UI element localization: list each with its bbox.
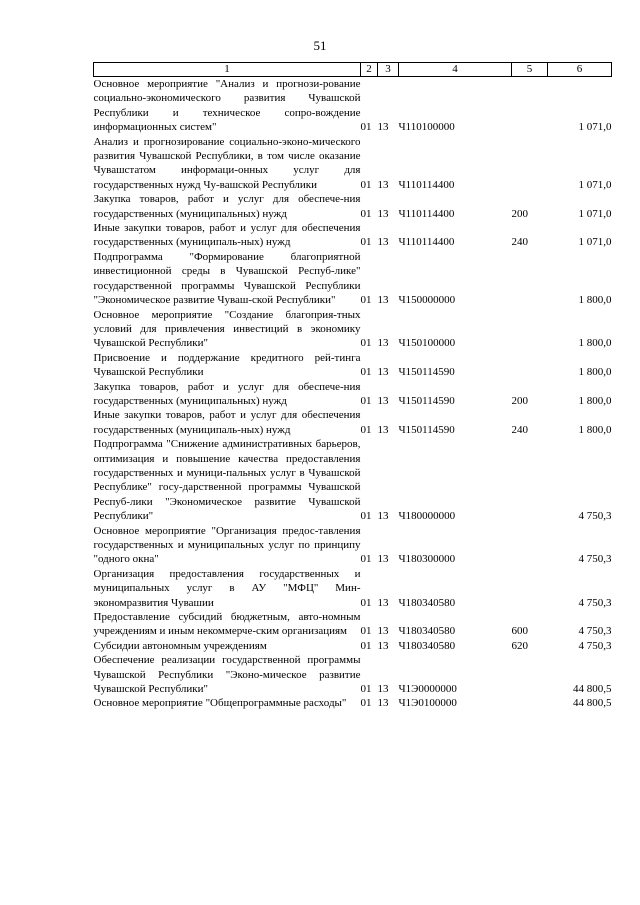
row-expense-type: 200 — [511, 207, 528, 220]
row-name: Подпрограмма "Формирование благоприятной инвестиционной среды в Чувашской Респуб-лике" государственной программы Чувашской Республики "Экономическое развитие Чуваш-ской Республики" — [93, 250, 361, 307]
table-body — [94, 77, 612, 711]
header-col-target-article: 4 — [399, 63, 512, 77]
row-name: Основное мероприятие "Организация предос-тавления государственных и муниципальных услуг по принципу "одного окна" — [93, 524, 361, 566]
header-col-amount: 6 — [548, 63, 612, 77]
row-amount: 4 750,3 — [578, 553, 612, 566]
table-row — [94, 524, 612, 567]
row-target-article: Ч180340580 — [398, 639, 456, 652]
row-expense-type — [512, 135, 548, 193]
row-amount: 4 750,3 — [578, 625, 612, 638]
row-target-article: Ч110114400 — [398, 207, 455, 220]
row-expense-type — [512, 653, 548, 696]
row-subsection: 13 — [377, 596, 389, 609]
row-amount: 1 071,0 — [578, 236, 612, 249]
row-target-article: Ч180340580 — [398, 596, 456, 609]
row-subsection: 13 — [377, 178, 389, 191]
row-expense-type — [512, 567, 548, 610]
row-target-article: Ч150114590 — [398, 423, 455, 436]
row-name: Основное мероприятие "Создание благоприя-тных условий для привлечения инвестиций в экономику Чувашской Республики" — [93, 308, 361, 350]
row-section: 01 — [360, 697, 372, 710]
row-expense-type: 200 — [511, 394, 528, 407]
row-name: Иные закупки товаров, работ и услуг для обеспечения государственных (муниципаль-ных) нужд — [93, 222, 361, 249]
row-name: Подпрограмма "Снижение административных барьеров, оптимизация и повышение качества предоставления государственных и муници-пальных услуг в Чувашской Республике" госу-дарственной программы Чувашской Респуб-лики "Экономическое развитие Чувашской Республики" — [93, 438, 361, 523]
row-amount: 1 071,0 — [578, 178, 612, 191]
table-row — [94, 610, 612, 639]
row-amount: 1 800,0 — [578, 423, 612, 436]
row-name: Анализ и прогнозирование социально-эконо-мического развития Чувашской Республики, в том числе оказание Чувашстатом информаци-онных услуг для государственных нужд Чу-вашской Республики — [93, 135, 361, 191]
row-target-article: Ч1Э0100000 — [398, 697, 457, 710]
row-section: 01 — [360, 625, 372, 638]
row-expense-type: 240 — [511, 423, 528, 436]
header-col-expense-type: 5 — [512, 63, 548, 77]
table-row — [94, 351, 612, 380]
row-section: 01 — [360, 553, 372, 566]
row-expense-type: 240 — [511, 236, 528, 249]
row-subsection: 13 — [377, 394, 389, 407]
row-amount: 1 800,0 — [578, 394, 612, 407]
row-target-article: Ч1Э0000000 — [398, 683, 457, 696]
row-amount: 1 800,0 — [578, 294, 612, 307]
row-subsection: 13 — [377, 683, 389, 696]
row-section: 01 — [360, 394, 372, 407]
row-target-article: Ч110114400 — [398, 178, 455, 191]
row-subsection: 13 — [377, 510, 389, 523]
row-expense-type — [512, 250, 548, 308]
row-section: 01 — [360, 236, 372, 249]
row-amount: 1 800,0 — [578, 337, 612, 350]
row-section: 01 — [360, 639, 372, 652]
table-row — [94, 639, 612, 653]
table-row — [94, 567, 612, 610]
row-subsection: 13 — [377, 366, 389, 379]
row-subsection: 13 — [377, 337, 389, 350]
row-subsection: 13 — [377, 294, 389, 307]
row-name: Субсидии автономным учреждениям — [93, 639, 267, 652]
row-target-article: Ч150100000 — [398, 337, 456, 350]
row-expense-type: 620 — [511, 639, 528, 652]
table-row — [94, 250, 612, 308]
row-name: Обеспечение реализации государственной программы Чувашской Республики "Эконо-мическое развитие Чувашской Республики" — [93, 654, 361, 696]
row-expense-type — [512, 437, 548, 523]
row-target-article: Ч180000000 — [398, 510, 456, 523]
budget-table — [93, 62, 612, 711]
table-row — [94, 192, 612, 221]
row-name: Организация предоставления государственных и муниципальных услуг в АУ "МФЦ" Мин-экономразвития Чувашии — [93, 567, 361, 609]
header-row — [94, 63, 612, 77]
row-subsection: 13 — [377, 121, 389, 134]
row-name: Закупка товаров, работ и услуг для обеспече-ния государственных (муниципальных) нужд — [93, 193, 361, 220]
row-subsection: 13 — [377, 639, 389, 652]
table-row — [94, 408, 612, 437]
row-section: 01 — [360, 366, 372, 379]
table-row — [94, 696, 612, 710]
row-target-article: Ч110114400 — [398, 236, 455, 249]
row-amount: 4 750,3 — [578, 596, 612, 609]
header-col-name: 1 — [94, 63, 361, 77]
header-col-subsection: 3 — [378, 63, 399, 77]
row-section: 01 — [360, 683, 372, 696]
row-amount: 1 071,0 — [578, 207, 612, 220]
header-col-section: 2 — [361, 63, 378, 77]
row-target-article: Ч110100000 — [398, 121, 455, 134]
row-expense-type — [512, 524, 548, 567]
row-expense-type — [512, 308, 548, 351]
row-name: Закупка товаров, работ и услуг для обеспече-ния государственных (муниципальных) нужд — [93, 380, 361, 407]
row-section: 01 — [360, 294, 372, 307]
table-row — [94, 380, 612, 409]
row-section: 01 — [360, 121, 372, 134]
row-amount: 1 071,0 — [578, 121, 612, 134]
row-expense-type — [512, 696, 548, 710]
row-name: Предоставление субсидий бюджетным, авто-номным учреждениям и иным некоммерче-ским организациям — [93, 611, 361, 638]
row-name: Иные закупки товаров, работ и услуг для обеспечения государственных (муниципаль-ных) нужд — [93, 409, 361, 436]
page-number: 51 — [313, 38, 327, 53]
row-amount: 1 800,0 — [578, 366, 612, 379]
row-target-article: Ч150114590 — [398, 394, 455, 407]
row-section: 01 — [360, 337, 372, 350]
row-name: Основное мероприятие "Общепрограммные расходы" — [93, 697, 347, 710]
row-subsection: 13 — [377, 423, 389, 436]
table-row — [94, 308, 612, 351]
row-name: Основное мероприятие "Анализ и прогнози-рование социально-экономического развития Чувашской Республики и техническое сопро-вождение информационных систем" — [93, 78, 361, 134]
row-amount: 4 750,3 — [578, 510, 612, 523]
table-row — [94, 653, 612, 696]
row-section: 01 — [360, 423, 372, 436]
row-target-article: Ч150114590 — [398, 366, 455, 379]
row-subsection: 13 — [377, 697, 389, 710]
row-section: 01 — [360, 207, 372, 220]
row-target-article: Ч180300000 — [398, 553, 456, 566]
row-amount: 44 800,5 — [573, 697, 612, 710]
row-section: 01 — [360, 596, 372, 609]
row-subsection: 13 — [377, 553, 389, 566]
row-name: Присвоение и поддержание кредитного рей-тинга Чувашской Республики — [93, 351, 361, 379]
row-target-article: Ч180340580 — [398, 625, 456, 638]
row-expense-type: 600 — [511, 625, 528, 638]
row-amount: 4 750,3 — [578, 639, 612, 652]
table-row — [94, 135, 612, 193]
row-expense-type — [512, 351, 548, 380]
row-section: 01 — [360, 510, 372, 523]
table-header — [94, 63, 612, 77]
row-expense-type — [512, 77, 548, 135]
table-row — [94, 437, 612, 523]
row-amount: 44 800,5 — [573, 683, 612, 696]
row-target-article: Ч150000000 — [398, 294, 456, 307]
table-row — [94, 77, 612, 135]
row-subsection: 13 — [377, 207, 389, 220]
row-section: 01 — [360, 178, 372, 191]
row-subsection: 13 — [377, 236, 389, 249]
row-subsection: 13 — [377, 625, 389, 638]
table-row — [94, 221, 612, 250]
